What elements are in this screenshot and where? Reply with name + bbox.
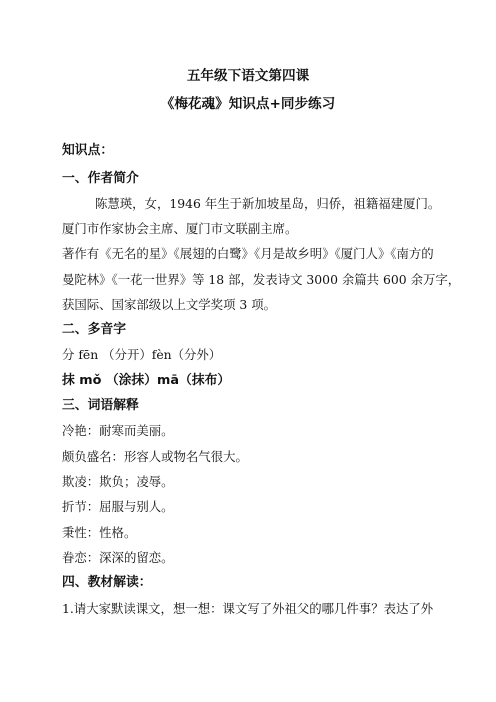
vocab-item: 眷恋：深深的留恋。	[62, 550, 174, 565]
vocab-item: 秉性：性格。	[62, 525, 137, 540]
vocab-item: 折节：屈服与别人。	[62, 499, 174, 514]
knowledge-heading: 知识点：	[62, 143, 114, 158]
polyphone-line-2: 抹 mǒ （涂抹）mā（抹布）	[62, 373, 231, 388]
document-title: 五年级下语文第四课	[186, 68, 310, 84]
vocab-item: 颇负盛名：形容人或物名气很大。	[62, 449, 248, 464]
author-line-1: 陈慧瑛，女，1946 年生于新加坡星岛，归侨，祖籍福建厦门。	[95, 196, 441, 211]
polyphone-line-1: 分 fēn （分开）fèn（分外）	[62, 347, 222, 362]
author-line-4: 曼陀林》《一花一世界》等 18 部，发表诗文 3000 余篇共 600 余万字，	[62, 272, 461, 287]
section-vocab-heading: 三、词语解释	[62, 398, 139, 413]
section-polyphone-heading: 二、多音字	[62, 322, 126, 337]
author-line-3: 著作有《无名的星》《展翅的白鹭》《月是故乡明》《厦门人》《南方的	[62, 246, 434, 261]
section-textbook-heading: 四、教材解读：	[62, 575, 152, 590]
section-author-heading: 一、作者简介	[62, 171, 139, 186]
document-subtitle: 《梅花魂》知识点+同步练习	[160, 96, 336, 112]
author-line-2: 厦门市作家协会主席、厦门市文联副主席。	[62, 221, 298, 236]
question-1: 1.请大家默读课文，想一想：课文写了外祖父的哪几件事？表达了外	[62, 601, 434, 616]
vocab-item: 冷艳：耐寒而美丽。	[62, 423, 174, 438]
author-line-5: 获国际、国家部级以上文学奖项 3 项。	[62, 297, 277, 312]
vocab-item: 欺凌：欺负；凌辱。	[62, 474, 174, 489]
